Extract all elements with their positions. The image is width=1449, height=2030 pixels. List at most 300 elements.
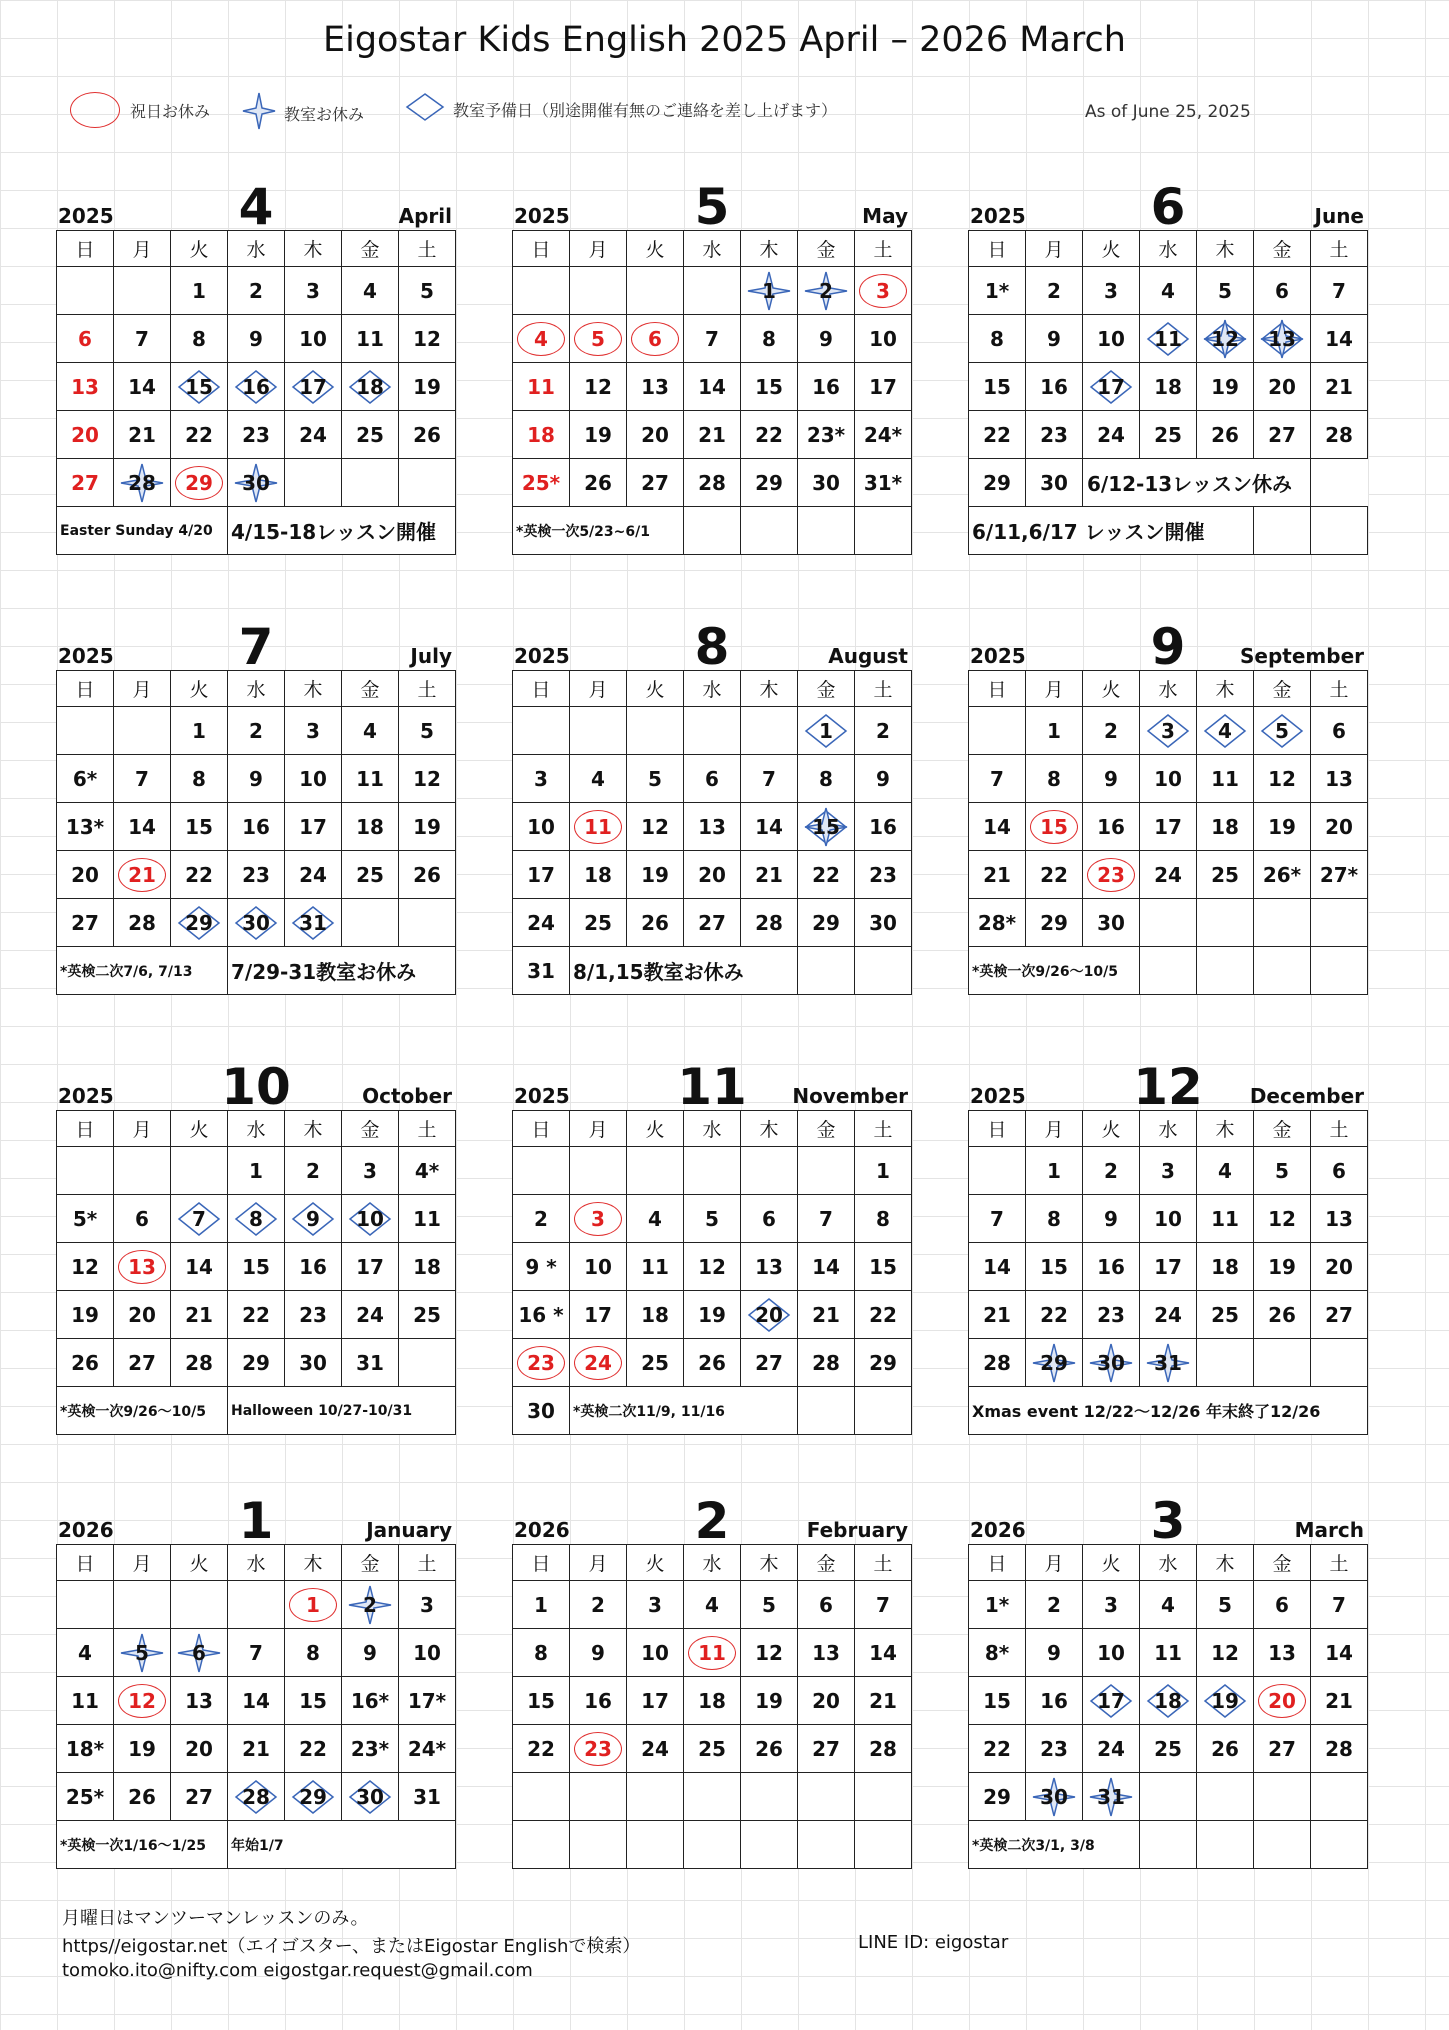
day-cell xyxy=(570,707,627,755)
day-cell xyxy=(1140,803,1197,851)
week-row xyxy=(513,755,912,803)
day-cell xyxy=(741,459,798,507)
day-number: 17* xyxy=(407,1688,447,1713)
day-number: 10 xyxy=(1154,766,1182,791)
day-number: 15 xyxy=(983,374,1011,399)
weekday-header: 土 xyxy=(855,1111,912,1147)
week-row xyxy=(513,1677,912,1725)
weekday-header: 火 xyxy=(1083,671,1140,707)
month-note xyxy=(798,1821,855,1869)
weekday-header: 水 xyxy=(228,1111,285,1147)
day-cell xyxy=(741,1243,798,1291)
day-cell xyxy=(228,899,285,947)
day-number: 9 xyxy=(363,1640,377,1665)
day-cell xyxy=(684,1677,741,1725)
month-note: 8/1,15教室お休み xyxy=(570,947,798,995)
day-cell xyxy=(285,851,342,899)
day-cell xyxy=(57,803,114,851)
day-cell xyxy=(285,1581,342,1629)
day-cell xyxy=(1254,267,1311,315)
day-number: 16 xyxy=(1040,1688,1068,1713)
day-cell xyxy=(1254,755,1311,803)
month-note: 年始1/7 xyxy=(228,1821,456,1869)
weekday-header: 土 xyxy=(1311,231,1368,267)
day-number: 20 xyxy=(1325,1254,1353,1279)
day-number: 17 xyxy=(641,1688,669,1713)
weekday-header: 日 xyxy=(969,1111,1026,1147)
week-row xyxy=(57,459,456,507)
week-row xyxy=(969,1725,1368,1773)
day-cell xyxy=(399,1629,456,1677)
day-number: 7 xyxy=(249,1640,263,1665)
day-number: 27 xyxy=(71,910,99,935)
day-cell xyxy=(342,315,399,363)
day-number: 13 xyxy=(185,1688,213,1713)
day-number: 28 xyxy=(128,470,156,495)
day-cell xyxy=(57,1339,114,1387)
day-cell xyxy=(228,1291,285,1339)
month-year: 2026 xyxy=(970,1518,1026,1542)
day-cell xyxy=(1197,1773,1254,1821)
weekday-header: 月 xyxy=(114,231,171,267)
day-cell xyxy=(684,851,741,899)
day-cell xyxy=(1026,315,1083,363)
day-cell xyxy=(684,1291,741,1339)
day-number: 5 xyxy=(1218,278,1232,303)
day-cell xyxy=(285,1147,342,1195)
day-cell xyxy=(171,1243,228,1291)
day-cell xyxy=(627,803,684,851)
note-row xyxy=(969,507,1368,555)
day-number: 29 xyxy=(983,1784,1011,1809)
month-number: 8 xyxy=(694,618,730,676)
day-number: 13 xyxy=(812,1640,840,1665)
month-year: 2025 xyxy=(514,1084,570,1108)
month-note: 30 xyxy=(513,1387,570,1435)
footer-website: https//eigostar.net（エイゴスター、またはEigostar Englishで検索） xyxy=(62,1936,641,1957)
month-calendar xyxy=(968,160,1368,555)
day-number: 21 xyxy=(755,862,783,887)
day-number: 20 xyxy=(1268,1688,1296,1713)
day-number: 23 xyxy=(527,1350,555,1375)
weekday-header: 木 xyxy=(1197,231,1254,267)
month-name: August xyxy=(828,644,908,668)
day-number: 17 xyxy=(299,374,327,399)
day-cell xyxy=(285,363,342,411)
day-number: 4 xyxy=(1218,718,1232,743)
day-cell xyxy=(513,363,570,411)
day-cell xyxy=(285,1773,342,1821)
day-number: 31 xyxy=(1154,1350,1182,1375)
day-number: 13 xyxy=(1268,326,1296,351)
day-cell xyxy=(627,363,684,411)
day-cell xyxy=(285,267,342,315)
month-calendar xyxy=(512,600,912,995)
month-name: March xyxy=(1294,1518,1364,1542)
day-cell xyxy=(1140,1339,1197,1387)
weekday-header: 金 xyxy=(1254,231,1311,267)
day-number: 29 xyxy=(983,470,1011,495)
day-number: 11 xyxy=(641,1254,669,1279)
weekday-header: 日 xyxy=(513,1111,570,1147)
day-number: 12 xyxy=(641,814,669,839)
day-cell xyxy=(855,1581,912,1629)
day-cell xyxy=(1197,803,1254,851)
day-number: 30 xyxy=(869,910,897,935)
day-number: 29 xyxy=(242,1350,270,1375)
weekday-header: 金 xyxy=(1254,1545,1311,1581)
week-row xyxy=(969,315,1368,363)
day-cell xyxy=(1140,851,1197,899)
weekday-header: 土 xyxy=(1311,1545,1368,1581)
day-number: 30 xyxy=(242,470,270,495)
day-cell xyxy=(1254,1147,1311,1195)
month-number: 10 xyxy=(221,1058,291,1116)
day-number: 9 xyxy=(1047,326,1061,351)
day-cell xyxy=(798,1147,855,1195)
month-year: 2026 xyxy=(514,1518,570,1542)
day-number: 4 xyxy=(363,718,377,743)
weekday-header: 木 xyxy=(741,231,798,267)
day-number: 16 xyxy=(812,374,840,399)
day-number: 19 xyxy=(1268,814,1296,839)
day-cell xyxy=(1026,755,1083,803)
day-cell xyxy=(1311,1677,1368,1725)
legend-holiday xyxy=(70,92,210,128)
day-number: 23 xyxy=(242,862,270,887)
day-cell xyxy=(627,1725,684,1773)
month-number: 6 xyxy=(1150,178,1186,236)
day-number: 28* xyxy=(977,910,1017,935)
day-number: 23 xyxy=(869,862,897,887)
month-note xyxy=(627,1821,684,1869)
day-cell xyxy=(627,755,684,803)
day-number: 15 xyxy=(185,374,213,399)
day-cell xyxy=(969,315,1026,363)
weekday-header: 日 xyxy=(513,231,570,267)
day-cell xyxy=(399,899,456,947)
day-number: 17 xyxy=(869,374,897,399)
weekday-header: 水 xyxy=(228,1545,285,1581)
day-cell xyxy=(513,1581,570,1629)
day-number: 2 xyxy=(363,1592,377,1617)
day-cell xyxy=(114,363,171,411)
month-note: 4/15-18レッスン開催 xyxy=(228,507,456,555)
day-number: 15 xyxy=(1040,1254,1068,1279)
day-number: 20 xyxy=(128,1302,156,1327)
day-cell xyxy=(798,1581,855,1629)
day-cell xyxy=(1311,1339,1368,1387)
day-number: 30 xyxy=(1097,1350,1125,1375)
day-number: 19 xyxy=(755,1688,783,1713)
legend-closed-label: 教室お休み xyxy=(284,104,365,124)
day-cell xyxy=(399,707,456,755)
day-cell xyxy=(1311,267,1368,315)
month-year: 2025 xyxy=(58,644,114,668)
day-number: 13 xyxy=(755,1254,783,1279)
week-row xyxy=(969,899,1368,947)
day-number: 15 xyxy=(185,814,213,839)
day-cell xyxy=(57,315,114,363)
weekday-header: 土 xyxy=(399,1545,456,1581)
month-header xyxy=(56,1040,456,1116)
day-number: 19 xyxy=(1211,1688,1239,1713)
day-cell xyxy=(741,1195,798,1243)
day-cell xyxy=(57,1581,114,1629)
day-number: 27 xyxy=(1268,1736,1296,1761)
day-number: 6 xyxy=(1332,718,1346,743)
day-cell xyxy=(342,1243,399,1291)
day-cell xyxy=(342,707,399,755)
day-number: 31* xyxy=(863,470,903,495)
day-number: 10 xyxy=(299,766,327,791)
day-number: 13 xyxy=(128,1254,156,1279)
day-number: 11 xyxy=(584,814,612,839)
day-cell xyxy=(1254,707,1311,755)
weekday-header: 金 xyxy=(342,231,399,267)
day-cell xyxy=(741,363,798,411)
day-cell xyxy=(1197,363,1254,411)
day-cell xyxy=(513,1243,570,1291)
week-row xyxy=(969,1243,1368,1291)
day-cell xyxy=(969,1629,1026,1677)
day-cell xyxy=(855,851,912,899)
day-cell xyxy=(1311,315,1368,363)
month-header xyxy=(512,160,912,236)
day-cell xyxy=(114,1195,171,1243)
day-cell xyxy=(1197,755,1254,803)
month-calendar xyxy=(512,1474,912,1869)
day-number: 25 xyxy=(584,910,612,935)
weekday-header: 金 xyxy=(342,1111,399,1147)
day-cell xyxy=(1254,1291,1311,1339)
day-number: 6 xyxy=(648,326,662,351)
day-number: 7 xyxy=(135,766,149,791)
day-number: 7 xyxy=(990,766,1004,791)
day-number: 17 xyxy=(1154,814,1182,839)
weekday-header: 水 xyxy=(684,671,741,707)
day-cell xyxy=(1083,1581,1140,1629)
day-cell xyxy=(171,851,228,899)
day-cell xyxy=(1083,1195,1140,1243)
day-number: 10 xyxy=(584,1254,612,1279)
weekday-header: 火 xyxy=(171,1545,228,1581)
day-cell xyxy=(342,459,399,507)
week-row xyxy=(57,411,456,459)
month-number: 5 xyxy=(694,178,730,236)
week-row xyxy=(513,707,912,755)
day-number: 8 xyxy=(876,1206,890,1231)
day-number: 1 xyxy=(192,718,206,743)
day-cell xyxy=(1140,363,1197,411)
day-number: 14 xyxy=(698,374,726,399)
day-number: 10 xyxy=(356,1206,384,1231)
month-note: Halloween 10/27-10/31 xyxy=(228,1387,456,1435)
day-cell xyxy=(1197,1677,1254,1725)
day-cell xyxy=(171,707,228,755)
day-number: 22 xyxy=(755,422,783,447)
day-number: 22 xyxy=(983,422,1011,447)
day-number: 19 xyxy=(71,1302,99,1327)
day-cell xyxy=(285,1725,342,1773)
day-number: 24* xyxy=(863,422,903,447)
weekday-header: 水 xyxy=(1140,671,1197,707)
weekday-header: 木 xyxy=(285,671,342,707)
month-note xyxy=(1311,1821,1368,1869)
day-number: 1 xyxy=(1047,1158,1061,1183)
day-number: 11 xyxy=(356,766,384,791)
day-cell xyxy=(855,1773,912,1821)
day-number: 3 xyxy=(1161,718,1175,743)
day-number: 13 xyxy=(71,374,99,399)
day-cell xyxy=(741,1677,798,1725)
month-note xyxy=(855,947,912,995)
day-cell xyxy=(798,755,855,803)
day-number: 11 xyxy=(1154,326,1182,351)
week-row xyxy=(513,1339,912,1387)
day-cell xyxy=(342,1629,399,1677)
day-cell xyxy=(399,803,456,851)
month-number: 3 xyxy=(1150,1492,1186,1550)
note-row xyxy=(57,507,456,555)
day-cell xyxy=(969,1339,1026,1387)
weekday-header: 金 xyxy=(798,1111,855,1147)
day-number: 21 xyxy=(812,1302,840,1327)
day-cell xyxy=(1140,1147,1197,1195)
day-cell xyxy=(570,411,627,459)
day-number: 3 xyxy=(876,278,890,303)
day-number: 8 xyxy=(819,766,833,791)
month-name: July xyxy=(410,644,452,668)
day-cell xyxy=(1083,1629,1140,1677)
day-cell xyxy=(342,899,399,947)
day-number: 12 xyxy=(1268,766,1296,791)
week-row xyxy=(969,803,1368,851)
day-cell xyxy=(342,1677,399,1725)
day-number: 24* xyxy=(407,1736,447,1761)
day-cell xyxy=(513,1677,570,1725)
day-cell xyxy=(57,707,114,755)
day-number: 18 xyxy=(584,862,612,887)
day-number: 14 xyxy=(983,1254,1011,1279)
week-row xyxy=(57,1339,456,1387)
weekday-header: 水 xyxy=(1140,231,1197,267)
day-cell xyxy=(228,1339,285,1387)
day-cell xyxy=(1197,1291,1254,1339)
day-number: 26 xyxy=(1211,422,1239,447)
day-cell xyxy=(1254,1677,1311,1725)
day-cell xyxy=(855,267,912,315)
footer-note: 月曜日はマンツーマンレッスンのみ。 xyxy=(62,1908,369,1929)
month-note: *英検一次9/26〜10/5 xyxy=(57,1387,228,1435)
week-row xyxy=(969,363,1368,411)
day-number: 25 xyxy=(698,1736,726,1761)
day-cell xyxy=(1083,1677,1140,1725)
weekday-header: 木 xyxy=(285,231,342,267)
day-cell xyxy=(627,1147,684,1195)
note-row xyxy=(57,947,456,995)
month-header xyxy=(512,600,912,676)
note-row xyxy=(513,947,912,995)
day-cell xyxy=(684,1773,741,1821)
day-cell xyxy=(1083,851,1140,899)
day-number: 30 xyxy=(1097,910,1125,935)
weekday-header: 火 xyxy=(171,671,228,707)
weekday-header: 水 xyxy=(684,231,741,267)
day-number: 12 xyxy=(1211,1640,1239,1665)
weekday-header: 火 xyxy=(171,231,228,267)
day-number: 24 xyxy=(1154,862,1182,887)
day-number: 26 xyxy=(1211,1736,1239,1761)
weekday-header: 月 xyxy=(1026,231,1083,267)
day-number: 8 xyxy=(192,766,206,791)
day-cell xyxy=(969,459,1026,507)
month-name: February xyxy=(806,1518,908,1542)
day-number: 11 xyxy=(527,374,555,399)
star-icon xyxy=(242,92,276,134)
day-number: 31 xyxy=(413,1784,441,1809)
day-cell xyxy=(399,363,456,411)
day-cell xyxy=(228,459,285,507)
day-number: 10 xyxy=(869,326,897,351)
day-cell xyxy=(399,315,456,363)
day-cell xyxy=(57,1291,114,1339)
day-number: 25 xyxy=(1211,1302,1239,1327)
weekday-header: 日 xyxy=(969,671,1026,707)
month-note xyxy=(798,947,855,995)
day-number: 7 xyxy=(135,326,149,351)
day-cell xyxy=(570,899,627,947)
month-note xyxy=(798,1387,855,1435)
day-cell xyxy=(855,1629,912,1677)
day-cell xyxy=(399,1195,456,1243)
day-number: 1 xyxy=(1047,718,1061,743)
weekday-header: 月 xyxy=(114,1111,171,1147)
day-number: 8 xyxy=(534,1640,548,1665)
week-row xyxy=(513,1773,912,1821)
day-number: 21 xyxy=(983,1302,1011,1327)
day-number: 11 xyxy=(356,326,384,351)
day-cell xyxy=(1140,1195,1197,1243)
day-number: 22 xyxy=(185,422,213,447)
day-number: 1 xyxy=(249,1158,263,1183)
day-number: 30 xyxy=(242,910,270,935)
day-number: 27* xyxy=(1319,862,1359,887)
day-cell xyxy=(969,1677,1026,1725)
day-cell xyxy=(114,1773,171,1821)
day-cell xyxy=(399,411,456,459)
day-number: 29 xyxy=(185,910,213,935)
day-number: 24 xyxy=(299,422,327,447)
month-name: November xyxy=(792,1084,908,1108)
month-header xyxy=(512,1474,912,1550)
day-number: 17 xyxy=(527,862,555,887)
day-number: 6 xyxy=(1332,1158,1346,1183)
day-number: 30 xyxy=(812,470,840,495)
day-cell xyxy=(684,459,741,507)
weekday-header: 月 xyxy=(570,1111,627,1147)
day-cell xyxy=(114,1725,171,1773)
weekday-header: 水 xyxy=(1140,1111,1197,1147)
day-number: 28 xyxy=(1325,422,1353,447)
day-cell xyxy=(969,707,1026,755)
day-cell xyxy=(171,1725,228,1773)
day-number: 7 xyxy=(876,1592,890,1617)
day-cell xyxy=(627,1773,684,1821)
day-number: 22 xyxy=(242,1302,270,1327)
day-number: 3 xyxy=(1161,1158,1175,1183)
day-number: 13 xyxy=(1325,1206,1353,1231)
